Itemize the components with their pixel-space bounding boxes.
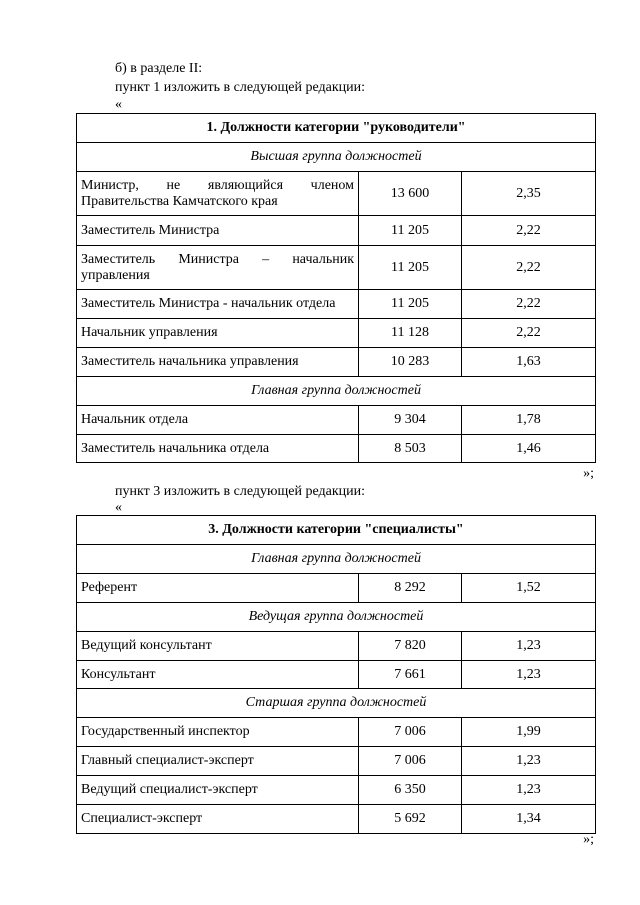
table-row <box>77 632 596 661</box>
table-row <box>77 172 596 216</box>
salary-cell: 11 205 <box>359 290 462 319</box>
position-cell: Референт <box>77 574 359 603</box>
group-header: Старшая группа должностей <box>77 689 596 718</box>
table-specialists <box>76 515 596 834</box>
salary-cell: 9 304 <box>359 406 462 435</box>
salary-cell: 5 692 <box>359 805 462 834</box>
table-row <box>77 574 596 603</box>
coefficient-cell: 1,23 <box>462 747 596 776</box>
salary-cell: 7 661 <box>359 661 462 689</box>
table-row <box>77 348 596 377</box>
position-cell: Главный специалист-эксперт <box>77 747 359 776</box>
coefficient-cell: 2,35 <box>462 172 596 216</box>
coefficient-cell: 1,23 <box>462 661 596 689</box>
group-header: Главная группа должностей <box>77 545 596 574</box>
salary-cell: 7 820 <box>359 632 462 661</box>
intro-line-2: пункт 1 изложить в следующей редакции: <box>115 80 365 95</box>
coefficient-cell: 1,46 <box>462 435 596 463</box>
position-cell: Государственный инспектор <box>77 718 359 747</box>
salary-cell: 7 006 <box>359 747 462 776</box>
coefficient-cell: 2,22 <box>462 216 596 246</box>
coefficient-cell: 2,22 <box>462 319 596 348</box>
table-row <box>77 776 596 805</box>
coefficient-cell: 1,34 <box>462 805 596 834</box>
coefficient-cell: 2,22 <box>462 246 596 290</box>
position-cell: Специалист-эксперт <box>77 805 359 834</box>
quote-open-1: « <box>115 97 122 112</box>
table-title: 3. Должности категории "специалисты" <box>77 516 596 545</box>
position-line-2: Правительства Камчатского края <box>81 193 278 209</box>
table-row <box>77 216 596 246</box>
position-cell: Заместитель Министра - начальник отдела <box>77 290 359 319</box>
coefficient-cell: 1,63 <box>462 348 596 377</box>
table-row <box>77 435 596 463</box>
coefficient-cell: 1,78 <box>462 406 596 435</box>
position-cell: Заместитель Министра <box>77 216 359 246</box>
position-cell: Ведущий специалист-эксперт <box>77 776 359 805</box>
salary-cell: 8 503 <box>359 435 462 463</box>
table-row <box>77 246 596 290</box>
table-managers <box>76 113 596 463</box>
position-cell: Заместитель начальника управления <box>77 348 359 377</box>
table-row <box>77 718 596 747</box>
position-cell: Начальник управления <box>77 319 359 348</box>
instruction-line: пункт 3 изложить в следующей редакции: <box>115 484 365 499</box>
group-header: Ведущая группа должностей <box>77 603 596 632</box>
position-cell <box>77 172 359 216</box>
coefficient-cell: 1,99 <box>462 718 596 747</box>
position-cell <box>77 246 359 290</box>
table-row <box>77 319 596 348</box>
table-row <box>77 805 596 834</box>
salary-cell: 11 128 <box>359 319 462 348</box>
salary-cell: 7 006 <box>359 718 462 747</box>
coefficient-cell: 1,52 <box>462 574 596 603</box>
table-row <box>77 290 596 319</box>
salary-cell: 10 283 <box>359 348 462 377</box>
salary-cell: 11 205 <box>359 216 462 246</box>
coefficient-cell: 2,22 <box>462 290 596 319</box>
position-line-1: Заместитель Министра – начальник <box>81 251 354 267</box>
coefficient-cell: 1,23 <box>462 776 596 805</box>
salary-cell: 8 292 <box>359 574 462 603</box>
intro-line-1: б) в разделе II: <box>115 61 203 76</box>
quote-close-2: »; <box>583 832 594 847</box>
table-title: 1. Должности категории "руководители" <box>77 114 596 143</box>
position-cell: Консультант <box>77 661 359 689</box>
position-line-2: управления <box>81 267 150 283</box>
quote-open-2: « <box>115 500 122 515</box>
salary-cell: 6 350 <box>359 776 462 805</box>
position-line-1: Министр, не являющийся членом <box>81 177 354 193</box>
table-row <box>77 661 596 689</box>
quote-close-1: »; <box>583 466 594 481</box>
group-header: Главная группа должностей <box>77 377 596 406</box>
salary-cell: 11 205 <box>359 246 462 290</box>
table-row <box>77 406 596 435</box>
position-cell: Заместитель начальника отдела <box>77 435 359 463</box>
coefficient-cell: 1,23 <box>462 632 596 661</box>
table-row <box>77 747 596 776</box>
position-cell: Ведущий консультант <box>77 632 359 661</box>
position-cell: Начальник отдела <box>77 406 359 435</box>
salary-cell: 13 600 <box>359 172 462 216</box>
group-header: Высшая группа должностей <box>77 143 596 172</box>
